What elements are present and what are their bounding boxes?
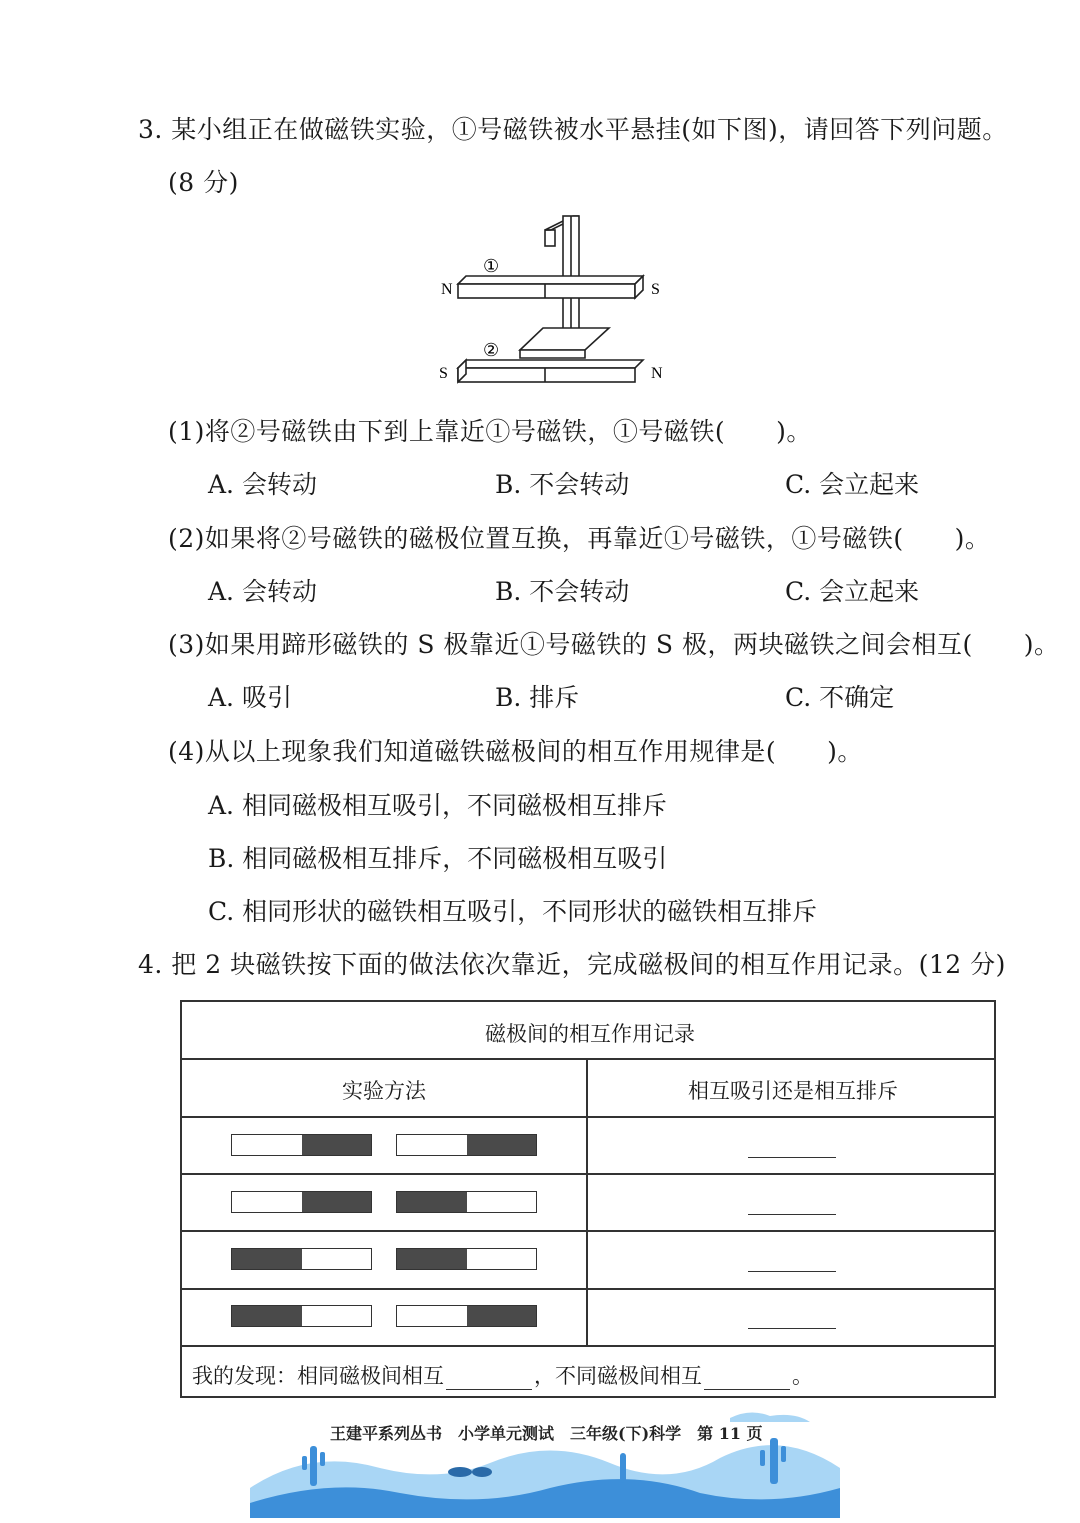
q3-sub4-option-c: C. 相同形状的磁铁相互吸引，不同形状的磁铁相互排斥 [208, 897, 818, 926]
table-row-1-magnet-left [231, 1134, 372, 1156]
table-row-2-magnet-right [396, 1191, 537, 1213]
table-row-4-answer-blank[interactable] [748, 1328, 836, 1329]
q3-sub2-option-b: B. 不会转动 [495, 577, 630, 606]
q3-sub1-option-b: B. 不会转动 [495, 470, 630, 499]
finding-line [192, 1360, 813, 1390]
col-header-method: 实验方法 [342, 1079, 426, 1103]
table-row-3-magnet-left [231, 1248, 372, 1270]
magnet-1-icon [458, 276, 643, 298]
finding-suffix: 。 [792, 1364, 813, 1388]
label-2: ② [483, 340, 500, 361]
finding-prefix: 我的发现：相同磁极间相互 [192, 1364, 444, 1388]
q3-sub4-option-a: A. 相同磁极相互吸引，不同磁极相互排斥 [208, 791, 667, 820]
table-row-2-magnet-left [231, 1191, 372, 1213]
pole-s-top: S [651, 281, 660, 298]
table-row-1-answer-blank[interactable] [748, 1157, 836, 1158]
q3-sub2-option-a: A. 会转动 [208, 577, 317, 606]
finding-blank-different[interactable] [704, 1371, 790, 1390]
q3-sub3-question: (3)如果用蹄形磁铁的 S 极靠近①号磁铁的 S 极，两块磁铁之间会相互( )。 [168, 630, 1060, 659]
finding-blank-same[interactable] [446, 1371, 532, 1390]
table-row-3-magnet-right [396, 1248, 537, 1270]
q3-sub1-option-c: C. 会立起来 [785, 470, 920, 499]
pole-n-top: N [441, 281, 453, 298]
q3-sub2-option-c: C. 会立起来 [785, 577, 920, 606]
table-row-3-answer-blank[interactable] [748, 1271, 836, 1272]
table-row-4-magnet-left [231, 1305, 372, 1327]
col-header-result: 相互吸引还是相互排斥 [688, 1079, 898, 1103]
record-table [180, 1000, 996, 1398]
q3-stem-line2: (8 分) [168, 168, 239, 197]
q3-sub3-option-c: C. 不确定 [785, 683, 895, 712]
footer-text: 王建平系列丛书 小学单元测试 三年级(下)科学 第 11 页 [330, 1424, 763, 1443]
q3-sub3-option-b: B. 排斥 [495, 683, 580, 712]
table-row-2-answer-blank[interactable] [748, 1214, 836, 1215]
q3-sub2-question: (2)如果将②号磁铁的磁极位置互换，再靠近①号磁铁，①号磁铁( )。 [168, 524, 991, 553]
pole-s-bottom: S [439, 365, 448, 382]
label-1: ① [483, 256, 500, 277]
q3-sub1-question: (1)将②号磁铁由下到上靠近①号磁铁，①号磁铁( )。 [168, 417, 812, 446]
finding-middle: ，不同磁极间相互 [534, 1364, 702, 1388]
table-title: 磁极间的相互作用记录 [485, 1022, 695, 1046]
q3-sub4-question: (4)从以上现象我们知道磁铁磁极间的相互作用规律是( )。 [168, 737, 863, 766]
q4-stem: 4. 把 2 块磁铁按下面的做法依次靠近，完成磁极间的相互作用记录。(12 分) [138, 950, 1006, 979]
q3-sub3-option-a: A. 吸引 [208, 683, 292, 712]
pole-n-bottom: N [651, 365, 663, 382]
table-row-1-magnet-right [396, 1134, 537, 1156]
q3-sub1-option-a: A. 会转动 [208, 470, 317, 499]
magnet-diagram [425, 210, 685, 390]
magnet-2-icon [458, 360, 643, 382]
q3-sub4-option-b: B. 相同磁极相互排斥，不同磁极相互吸引 [208, 844, 668, 873]
q3-stem-line1: 3. 某小组正在做磁铁实验，①号磁铁被水平悬挂(如下图)，请回答下列问题。 [138, 115, 1008, 144]
table-row-4-magnet-right [396, 1305, 537, 1327]
